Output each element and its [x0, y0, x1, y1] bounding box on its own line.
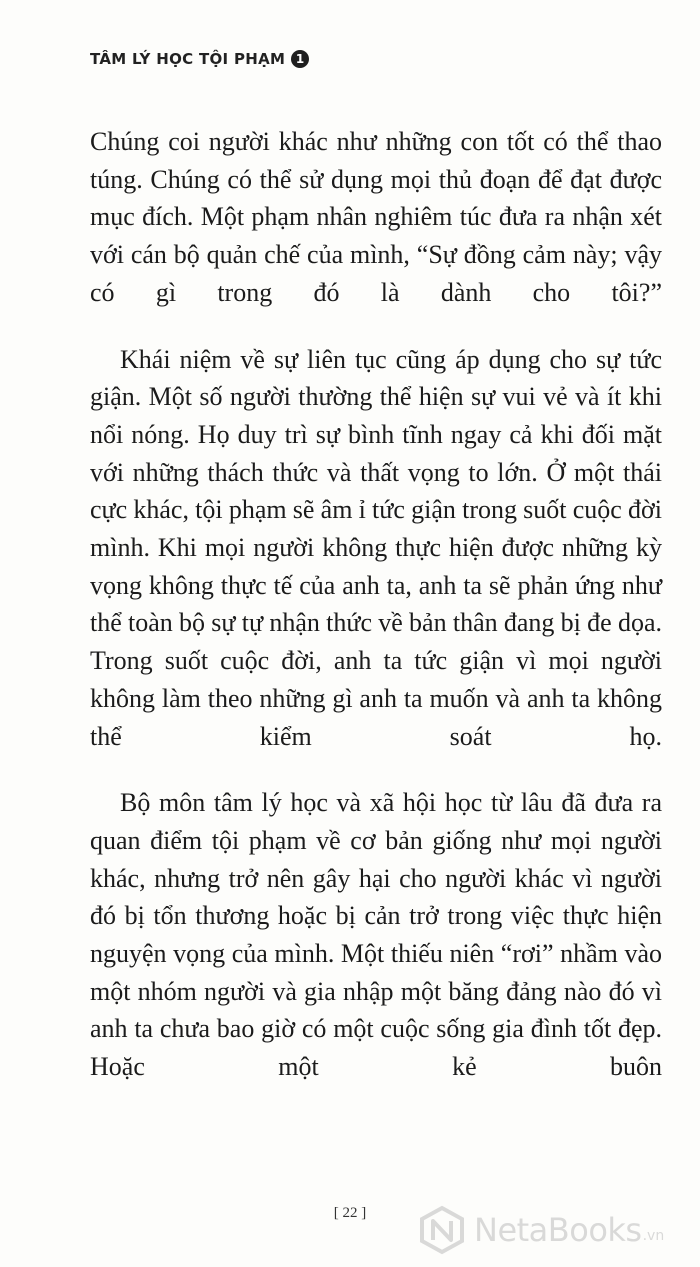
paragraph-2: Khái niệm về sự liên tục cũng áp dụng cho sự tức giận. Một số người thường thể hiện sự vui vẻ và ít khi nổi nóng. Họ duy trì sự bình tĩnh ngay cả khi đối mặt với những thách thức và thất vọng to lớn. Ở một thái cực khác, tội phạm sẽ âm ỉ tức giận trong suốt cuộc đời mình. Khi mọi người không thực hiện được những kỳ vọng không thực tế của anh ta, anh ta sẽ phản ứng như thể toàn bộ sự tự nhận thức về bản thân đang bị đe dọa. Trong suốt cuộc đời, anh ta tức giận vì mọi người không làm theo những gì anh ta muốn và anh ta không thể kiểm soát họ. — [90, 344, 662, 751]
watermark-brand: NetaBooks — [474, 1211, 642, 1249]
hexagon-n-logo-icon — [418, 1205, 466, 1255]
volume-badge-icon — [291, 50, 309, 68]
volume-number: 1 — [295, 52, 305, 66]
page-number: [ 22 ] — [333, 1205, 367, 1221]
paragraph-1: Chúng coi người khác như những con tốt có thể thao túng. Chúng có thể sử dụng mọi thủ đoạn để đạt được mục đích. Một phạm nhân nghiêm túc đưa ra nhận xét với cán bộ quản chế của mình, “Sự đồng cảm này; vậy có gì trong đó là dành cho tôi?” — [90, 127, 662, 307]
body-text — [90, 123, 662, 1086]
paragraph-3: Bộ môn tâm lý học và xã hội học từ lâu đã đưa ra quan điểm tội phạm về cơ bản giống như mọi người khác, nhưng trở nên gây hại cho người khác vì người đó bị tổn thương hoặc bị cản trở trong việc thực hiện nguyện vọng của mình. Một thiếu niên “rơi” nhầm vào một nhóm người và gia nhập một băng đảng nào đó vì anh ta chưa bao giờ có một cuộc sống gia đình tốt đẹp. Hoặc một kẻ buôn — [90, 788, 662, 1082]
watermark-tld: .vn — [642, 1228, 665, 1244]
running-head — [90, 50, 309, 68]
running-head-title: TÂM LÝ HỌC TỘI PHẠM — [90, 50, 286, 68]
watermark — [418, 1202, 664, 1258]
